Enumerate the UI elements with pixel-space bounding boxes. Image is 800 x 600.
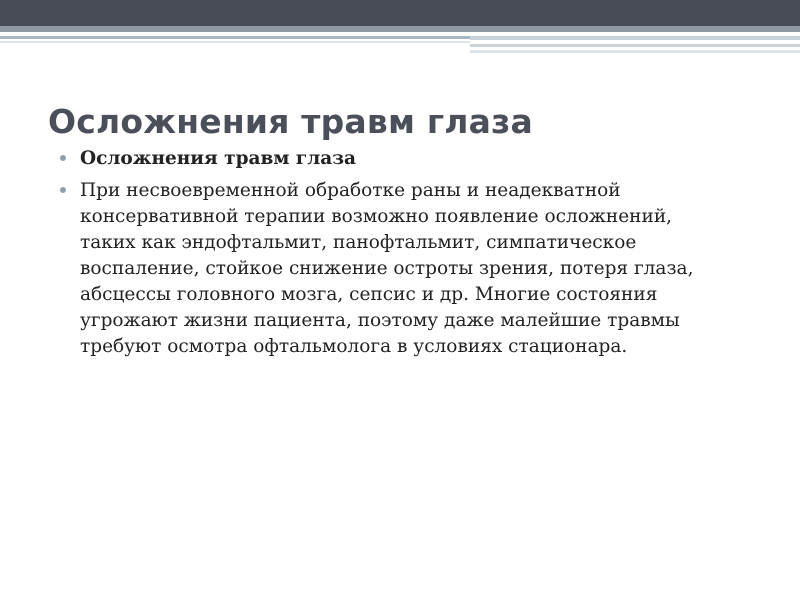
header-band-light [0,26,800,32]
bullet-item-heading [60,146,700,172]
bullet-text: Осложнения травм глаза [80,148,357,169]
decorative-stripe [470,44,800,47]
bullet-dot-icon [60,155,66,161]
decorative-stripe [0,41,470,43]
bullet-item-body [60,178,700,360]
decorative-stripe [470,50,800,53]
decorative-stripe [470,36,800,40]
bullet-list [60,146,700,360]
bullet-text: При несвоевременной обработке раны и неадекватной консервативной терапии возможно появление осложнений, таких как эндофтальмит, панофтальмит, симпатическое воспаление, стойкое снижение остроты зрения, потеря глаза, абсцессы головного мозга, сепсис и др. Многие состояния угрожают жизни пациента, поэтому даже малейшие травмы требуют осмотра офтальмолога в условиях стационара. [80,180,694,357]
bullet-dot-icon [60,187,66,193]
header-band [0,0,800,26]
decorative-stripe [0,36,470,39]
slide-title: Осложнения травм глаза [48,102,533,141]
